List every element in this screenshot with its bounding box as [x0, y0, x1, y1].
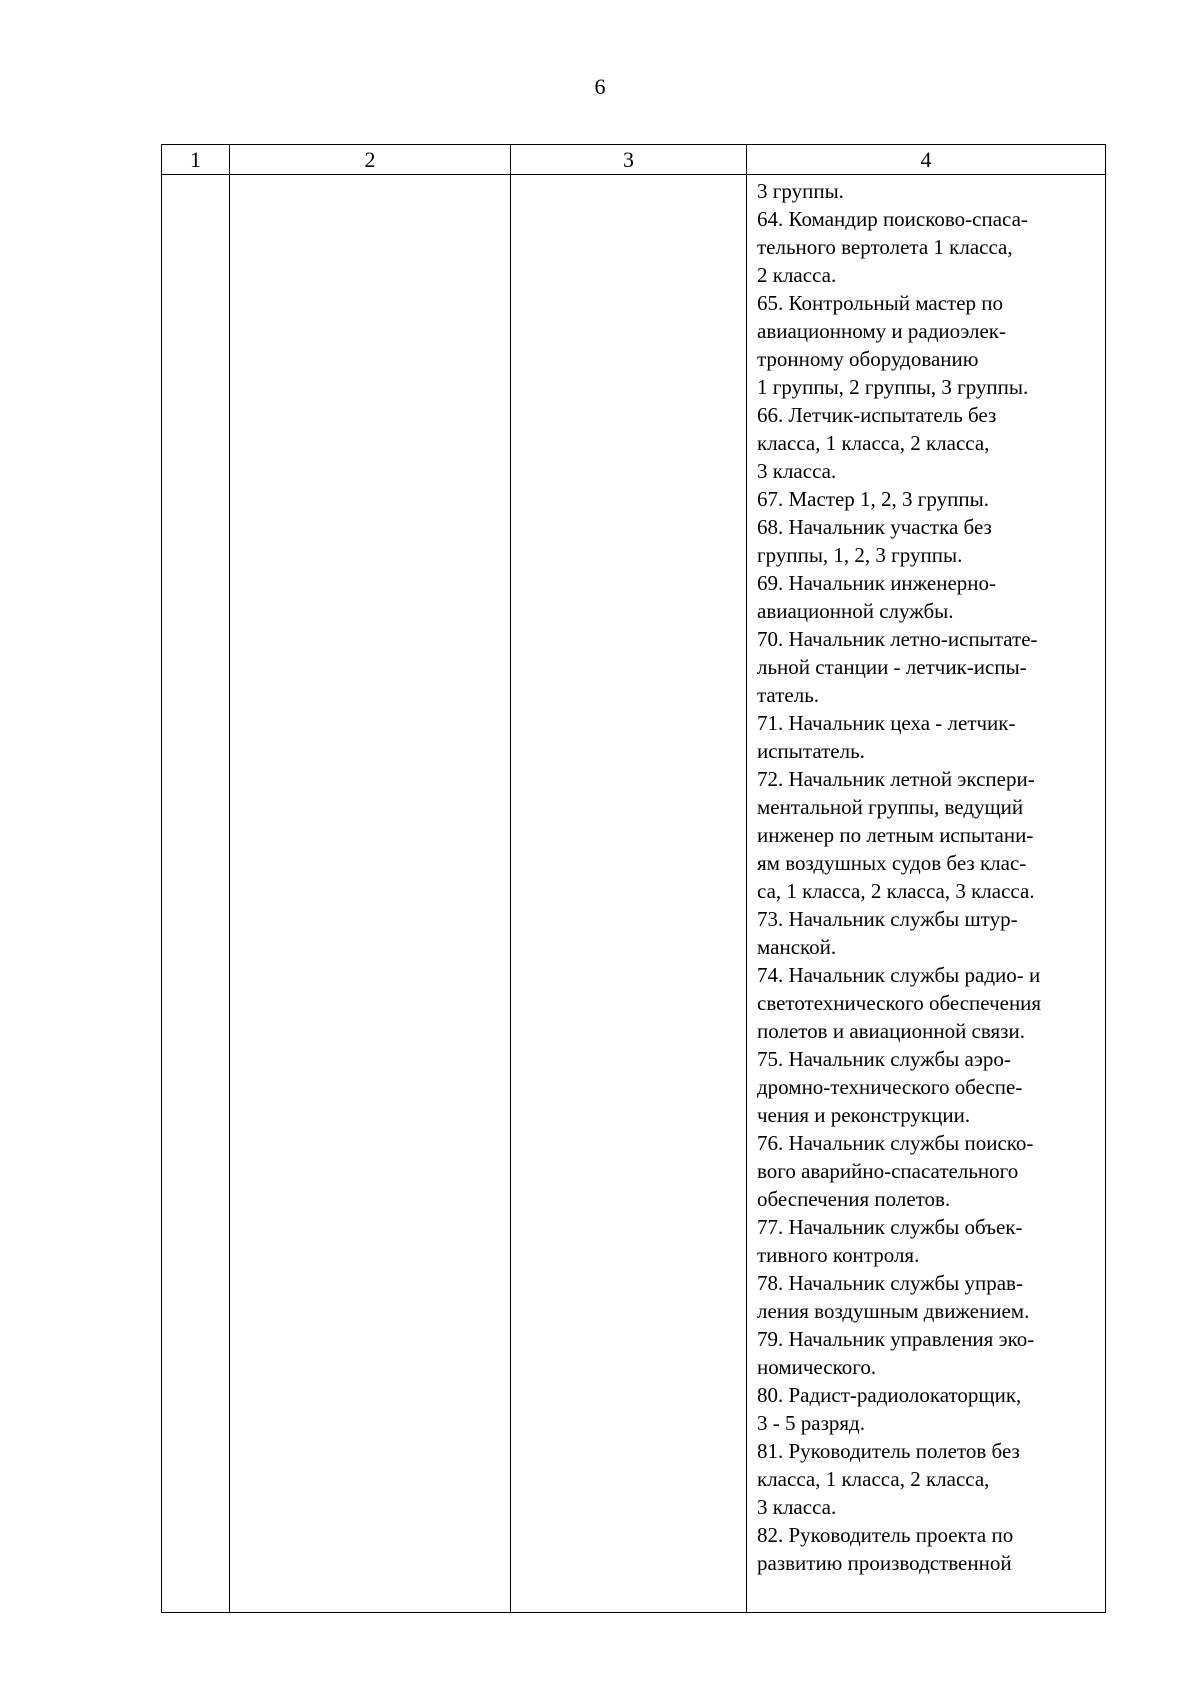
- text-line: испытатель.: [757, 739, 865, 763]
- text-line: 80. Радист-радиолокаторщик,: [757, 1383, 1022, 1407]
- text-line: 75. Начальник службы аэро-: [757, 1047, 1011, 1071]
- text-line: ям воздушных судов без клас-: [757, 851, 1027, 875]
- text-line: льной станции - летчик-испы-: [757, 655, 1027, 679]
- text-line: са, 1 класса, 2 класса, 3 класса.: [757, 879, 1035, 903]
- column-header-4: 4: [747, 145, 1106, 175]
- text-line: 77. Начальник службы объек-: [757, 1215, 1023, 1239]
- text-line: 2 класса.: [757, 263, 837, 287]
- text-line: номического.: [757, 1355, 877, 1379]
- column-header-3: 3: [511, 145, 747, 175]
- text-line: 1 группы, 2 группы, 3 группы.: [757, 375, 1029, 399]
- text-line: 71. Начальник цеха - летчик-: [757, 711, 1016, 735]
- text-line: манской.: [757, 935, 837, 959]
- text-line: развитию производственной: [757, 1551, 1012, 1575]
- text-line: светотехнического обеспечения: [757, 991, 1042, 1015]
- text-line: татель.: [757, 683, 820, 707]
- text-line: 68. Начальник участка без: [757, 515, 992, 539]
- text-line: 69. Начальник инженерно-: [757, 571, 997, 595]
- text-line: тельного вертолета 1 класса,: [757, 235, 1013, 259]
- cell-column-1: [162, 175, 230, 1613]
- text-line: авиационному и радиоэлек-: [757, 319, 1007, 343]
- cell-column-3: [511, 175, 747, 1613]
- text-line: 3 класса.: [757, 459, 837, 483]
- text-line: вого аварийно-спасательного: [757, 1159, 1019, 1183]
- text-line: 79. Начальник управления эко-: [757, 1327, 1035, 1351]
- column-header-1: 1: [162, 145, 230, 175]
- page-number: 6: [594, 74, 606, 99]
- text-line: чения и реконструкции.: [757, 1103, 971, 1127]
- column-header-2: 2: [230, 145, 511, 175]
- text-line: 72. Начальник летной экспери-: [757, 767, 1035, 791]
- column-4-text: [747, 175, 1105, 1577]
- table-row: [162, 175, 1106, 1613]
- text-line: ления воздушным движением.: [757, 1299, 1030, 1323]
- text-line: полетов и авиационной связи.: [757, 1019, 1025, 1043]
- text-line: 78. Начальник службы управ-: [757, 1271, 1023, 1295]
- header-row: [162, 145, 1106, 175]
- text-line: 65. Контрольный мастер по: [757, 291, 1004, 315]
- text-line: 76. Начальник службы поиско-: [757, 1131, 1034, 1155]
- text-line: тивного контроля.: [757, 1243, 920, 1267]
- text-line: 70. Начальник летно-испытате-: [757, 627, 1038, 651]
- text-line: 3 класса.: [757, 1495, 837, 1519]
- text-line: ментальной группы, ведущий: [757, 795, 1024, 819]
- cell-column-2: [230, 175, 511, 1613]
- text-line: дромно-технического обеспе-: [757, 1075, 1023, 1099]
- text-line: 66. Летчик-испытатель без: [757, 403, 997, 427]
- text-line: 3 - 5 разряд.: [757, 1411, 865, 1435]
- text-line: авиационной службы.: [757, 599, 954, 623]
- cell-column-4: [747, 175, 1106, 1613]
- text-line: класса, 1 класса, 2 класса,: [757, 431, 990, 455]
- text-line: 81. Руководитель полетов без: [757, 1439, 1020, 1463]
- text-line: 74. Начальник службы радио- и: [757, 963, 1041, 987]
- text-line: тронному оборудованию: [757, 347, 979, 371]
- text-line: 73. Начальник службы штур-: [757, 907, 1018, 931]
- text-line: 64. Командир поисково-спаса-: [757, 207, 1028, 231]
- text-line: 82. Руководитель проекта по: [757, 1523, 1014, 1547]
- document-table: [161, 144, 1106, 1613]
- text-line: инженер по летным испытани-: [757, 823, 1034, 847]
- text-line: класса, 1 класса, 2 класса,: [757, 1467, 990, 1491]
- text-line: 3 группы.: [757, 179, 844, 203]
- text-line: 67. Мастер 1, 2, 3 группы.: [757, 487, 989, 511]
- text-line: обеспечения полетов.: [757, 1187, 951, 1211]
- text-line: группы, 1, 2, 3 группы.: [757, 543, 963, 567]
